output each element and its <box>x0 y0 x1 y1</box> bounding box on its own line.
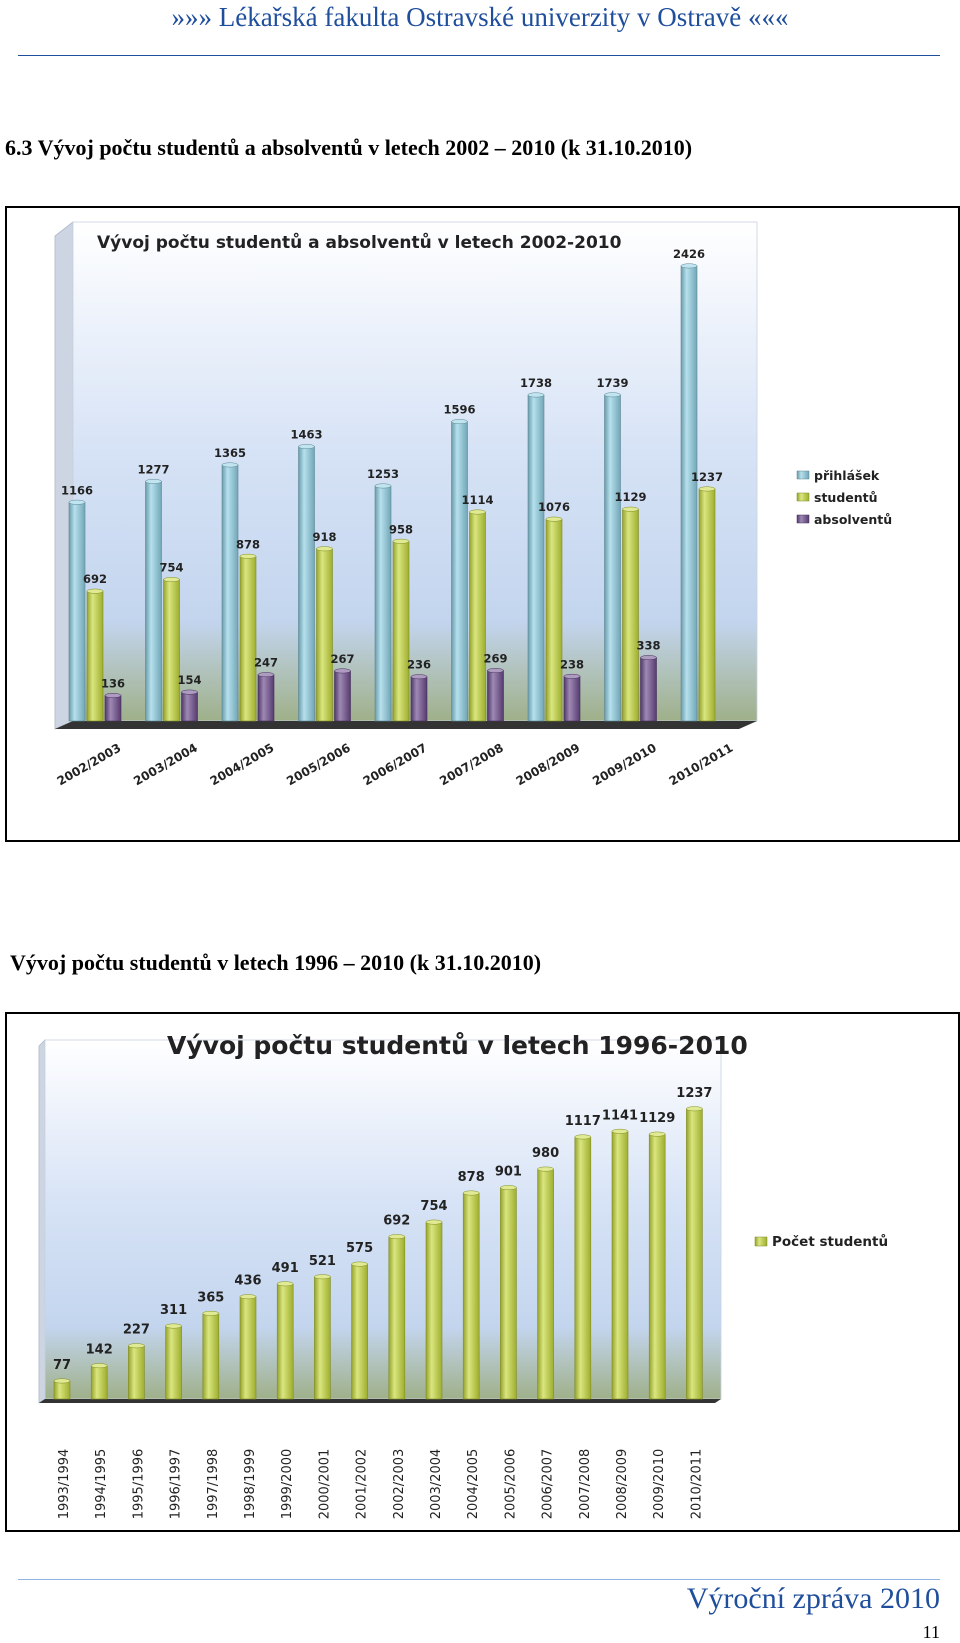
data-label: 136 <box>100 676 126 691</box>
footer-title: Výroční zpráva 2010 <box>686 1582 940 1615</box>
chart-1-svg <box>7 208 958 840</box>
legend-label: přihlášek <box>814 468 880 483</box>
data-label: 958 <box>388 522 414 537</box>
data-label: 1114 <box>461 493 494 508</box>
bar-studentů <box>240 554 256 721</box>
chart-students-history <box>5 1012 960 1532</box>
data-label: 267 <box>330 651 355 666</box>
bar-absolventů <box>105 693 121 721</box>
bar-studentů <box>623 507 639 721</box>
bar-absolventů <box>182 690 198 721</box>
bar-přihlášek <box>375 484 391 721</box>
data-label: 338 <box>636 638 661 653</box>
bar-studentů <box>87 589 103 721</box>
x-tick-label: 2004/2005 <box>207 740 277 789</box>
data-label: 247 <box>253 655 279 670</box>
page-number: 11 <box>922 1622 940 1642</box>
chart-2-svg <box>7 1014 958 1530</box>
data-label: 269 <box>483 651 508 666</box>
bar-pocet-studentu <box>91 1363 107 1399</box>
bar-studentů <box>699 487 715 721</box>
x-tick-label: 2008/2009 <box>615 1448 630 1520</box>
x-tick-label: 1993/1994 <box>57 1448 72 1520</box>
data-label: 365 <box>197 1290 225 1306</box>
bar-pocet-studentu <box>575 1135 591 1399</box>
data-label: 227 <box>122 1322 150 1338</box>
bar-pocet-studentu <box>166 1324 182 1399</box>
x-tick-label: 2007/2008 <box>437 740 506 789</box>
data-label: 491 <box>271 1260 299 1276</box>
bar-pocet-studentu <box>128 1344 144 1399</box>
data-label: 436 <box>234 1273 262 1289</box>
x-tick-label: 1995/1996 <box>131 1448 147 1520</box>
bar-přihlášek <box>299 444 315 721</box>
bar-pocet-studentu <box>686 1107 702 1399</box>
bar-studentů <box>546 517 562 721</box>
chart-2-floor <box>39 1399 721 1403</box>
data-label: 521 <box>308 1253 336 1269</box>
legend-label: Počet studentů <box>772 1234 889 1250</box>
x-tick-label: 1998/1999 <box>243 1448 258 1520</box>
data-label: 692 <box>82 572 108 587</box>
data-label: 901 <box>494 1164 522 1180</box>
chart-1-title: Vývoj počtu studentů a absolventů v letech 2002-2010 <box>97 233 622 253</box>
data-label: 77 <box>52 1357 72 1373</box>
data-label: 1738 <box>519 375 553 390</box>
bar-přihlášek <box>146 479 162 721</box>
data-label: 1166 <box>60 483 94 498</box>
bar-studentů <box>164 577 180 721</box>
x-tick-label: 2005/2006 <box>284 740 353 789</box>
legend-swatch <box>797 493 809 501</box>
bar-studentů <box>317 547 333 721</box>
data-label: 1141 <box>601 1108 639 1124</box>
bar-pocet-studentu <box>649 1132 665 1399</box>
legend-swatch <box>755 1237 767 1246</box>
data-label: 1463 <box>290 427 323 442</box>
data-label: 1129 <box>614 490 647 505</box>
data-label: 1253 <box>366 466 400 481</box>
bar-přihlášek <box>222 463 238 721</box>
data-label: 236 <box>406 657 432 672</box>
x-tick-label: 2004/2005 <box>466 1448 482 1520</box>
x-tick-label: 1996/1997 <box>168 1448 184 1520</box>
bar-pocet-studentu <box>538 1167 554 1399</box>
data-label: 575 <box>346 1241 374 1257</box>
section-heading-1: 6.3 Vývoj počtu studentů a absolventů v letech 2002 – 2010 (k 31.10.2010) <box>5 135 693 160</box>
data-label: 1277 <box>137 462 170 477</box>
data-label: 142 <box>85 1342 113 1358</box>
bar-absolventů <box>641 655 657 721</box>
chart-1-floor <box>55 721 757 729</box>
bar-studentů <box>393 539 409 721</box>
bar-absolventů <box>564 674 580 721</box>
x-tick-label: 2010/2011 <box>666 740 736 789</box>
x-tick-label: 2006/2007 <box>540 1448 556 1520</box>
page-header: »»» Lékařská fakulta Ostravské univerzity v Ostravě ««« <box>171 2 789 32</box>
bar-absolventů <box>258 672 274 721</box>
data-label: 1129 <box>639 1111 676 1127</box>
bar-pocet-studentu <box>54 1379 70 1399</box>
data-label: 1596 <box>443 402 476 417</box>
legend-label: studentů <box>814 490 878 505</box>
bar-studentů <box>470 510 486 721</box>
data-label: 1237 <box>676 1085 713 1101</box>
data-label: 918 <box>312 529 337 544</box>
data-label: 1739 <box>596 375 629 390</box>
x-tick-label: 2006/2007 <box>360 740 430 789</box>
legend-swatch <box>797 471 809 479</box>
x-tick-label: 2003/2004 <box>131 740 200 789</box>
chart-2-side-wall <box>39 1040 45 1403</box>
x-tick-label: 2009/2010 <box>652 1448 668 1520</box>
x-tick-label: 2009/2010 <box>590 740 659 789</box>
data-label: 1237 <box>690 469 724 484</box>
bar-pocet-studentu <box>389 1234 405 1399</box>
data-label: 154 <box>177 673 202 688</box>
x-tick-label: 1994/1995 <box>94 1448 110 1520</box>
section-heading-2: Vývoj počtu studentů v letech 1996 – 2010 (k 31.10.2010) <box>10 950 542 975</box>
x-tick-label: 2008/2009 <box>513 740 583 789</box>
bar-absolventů <box>411 675 427 721</box>
bar-pocet-studentu <box>314 1275 330 1399</box>
data-label: 238 <box>559 657 585 672</box>
bar-přihlášek <box>605 393 621 721</box>
data-label: 311 <box>160 1303 188 1319</box>
x-tick-label: 2001/2002 <box>354 1448 370 1520</box>
data-label: 754 <box>420 1199 448 1215</box>
bar-přihlášek <box>69 500 85 721</box>
data-label: 1117 <box>564 1113 601 1129</box>
bar-pocet-studentu <box>500 1185 516 1399</box>
bar-absolventů <box>488 668 504 721</box>
x-tick-label: 2002/2003 <box>54 740 124 789</box>
x-tick-label: 2003/2004 <box>429 1448 444 1520</box>
data-label: 754 <box>159 560 184 575</box>
bar-pocet-studentu <box>203 1311 219 1399</box>
legend-label: absolventů <box>814 512 893 527</box>
data-label: 878 <box>235 537 261 552</box>
x-tick-label: 2010/2011 <box>689 1448 705 1520</box>
bar-pocet-studentu <box>426 1220 442 1399</box>
data-label: 1365 <box>213 445 247 460</box>
header-divider <box>18 55 940 56</box>
bar-pocet-studentu <box>277 1282 293 1399</box>
footer-divider <box>18 1579 940 1580</box>
x-tick-label: 2005/2006 <box>503 1448 519 1520</box>
bar-pocet-studentu <box>463 1191 479 1399</box>
data-label: 878 <box>457 1170 485 1186</box>
bar-přihlášek <box>681 264 697 721</box>
x-tick-label: 2002/2003 <box>391 1448 407 1520</box>
data-label: 1076 <box>537 500 571 515</box>
data-label: 692 <box>383 1213 411 1229</box>
bar-pocet-studentu <box>352 1262 368 1399</box>
legend-swatch <box>797 515 809 523</box>
bar-přihlášek <box>528 393 544 721</box>
x-tick-label: 2007/2008 <box>577 1448 593 1520</box>
x-tick-label: 2000/2001 <box>317 1448 333 1520</box>
bar-absolventů <box>335 669 351 721</box>
x-tick-label: 1999/2000 <box>280 1448 296 1520</box>
bar-přihlášek <box>452 419 468 721</box>
data-label: 2426 <box>672 246 706 261</box>
data-label: 980 <box>532 1146 560 1162</box>
bar-pocet-studentu <box>612 1129 628 1399</box>
chart-2-title: Vývoj počtu studentů v letech 1996-2010 <box>167 1031 748 1060</box>
chart-students-graduates <box>5 206 960 842</box>
x-tick-label: 1997/1998 <box>205 1448 221 1520</box>
bar-pocet-studentu <box>240 1295 256 1399</box>
